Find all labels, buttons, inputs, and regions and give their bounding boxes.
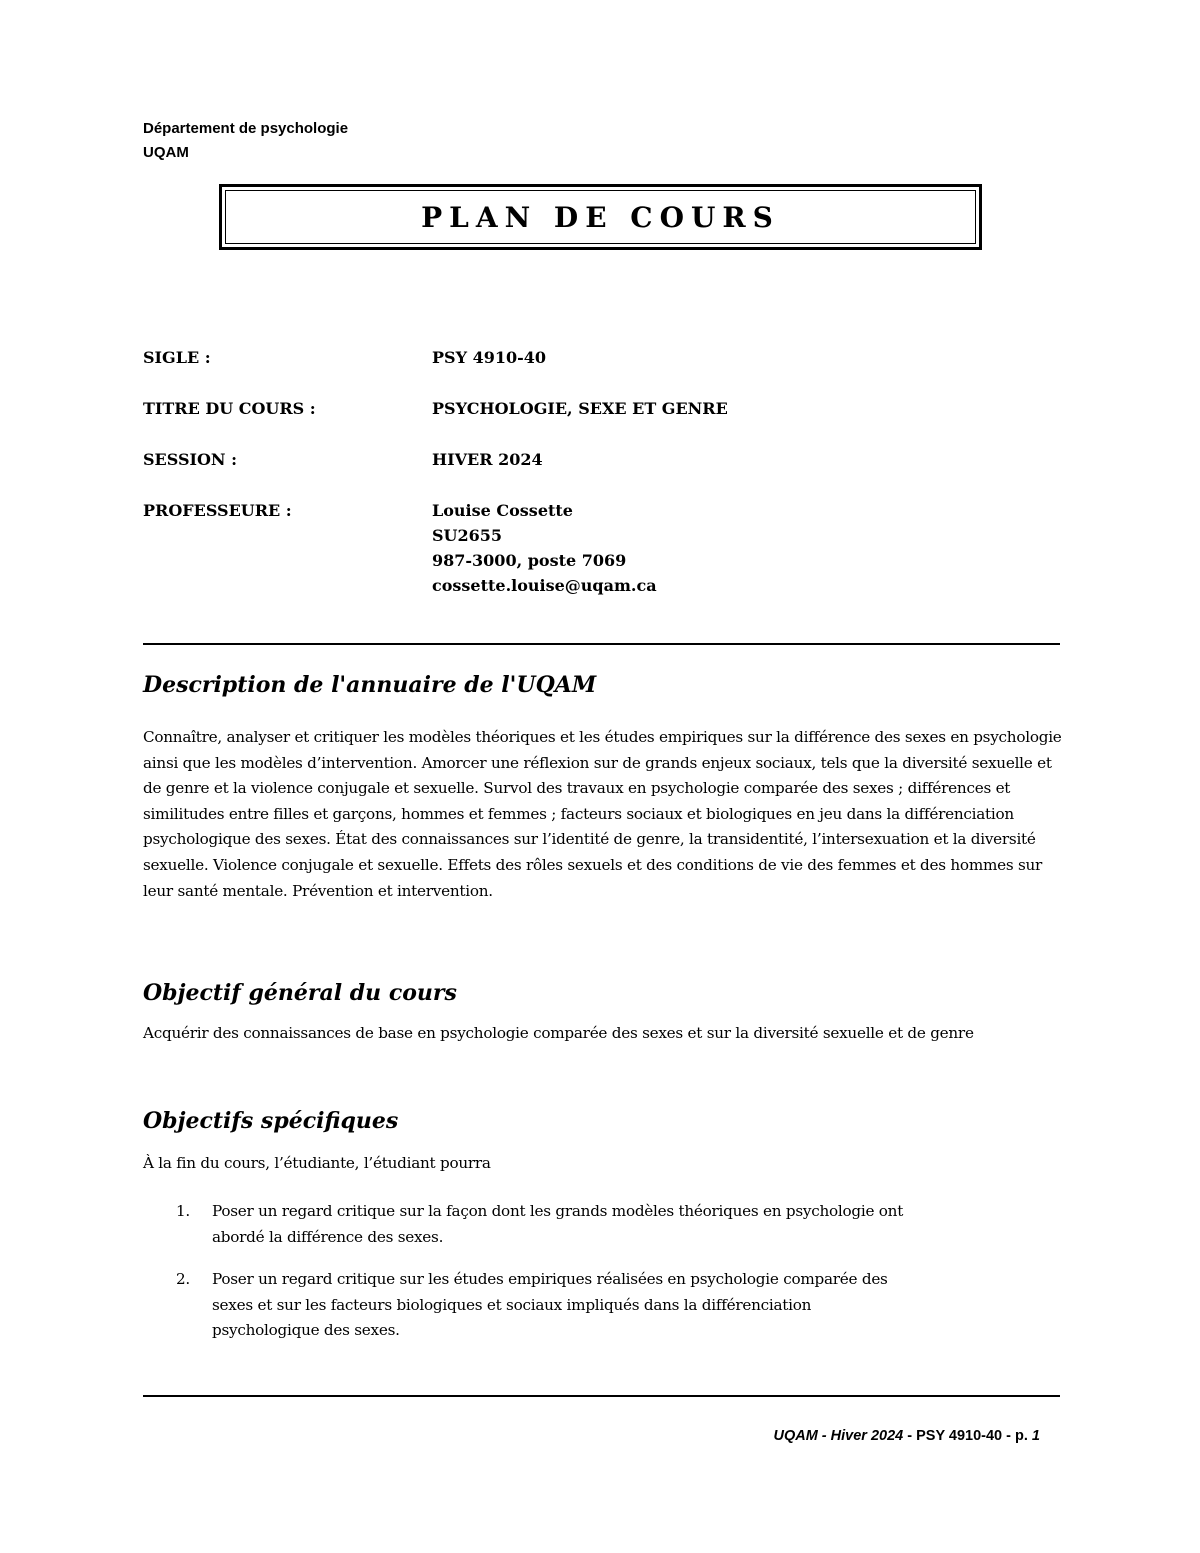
list-item (176, 1199, 916, 1250)
description-text: Connaître, analyser et critiquer les modèles théoriques et les études empiriques sur la différence des sexes en psychologie ainsi que les modèles d’intervention. Amorcer une réflexion sur de grands enjeux sociaux, tels que la diversité sexuelle et de genre et la violence conjugale et sexuelle. Survol des travaux en psychologie comparée des sexes ; différences et similitudes entre filles et garçons, hommes et femmes ; facteurs sociaux et biologiques en jeu dans la différenciation psychologique des sexes. État des connaissances sur l’identité de genre, la transidentité, l’intersexuation et la diversité sexuelle. Violence conjugale et sexuelle. Effets des rôles sexuels et des conditions de vie des femmes et des hommes sur leur santé mentale. Prévention et intervention. (143, 728, 1062, 900)
footer-page-label: - p. (1002, 1428, 1032, 1444)
list-item-text: Poser un regard critique sur les études empiriques réalisées en psychologie comparée des sexes et sur les facteurs biologiques et sociaux impliqués dans la différenciation psychologique des sexes. (212, 1270, 888, 1340)
top-divider (143, 643, 1060, 645)
department-name: Département de psychologie (143, 120, 349, 137)
title-box (219, 184, 982, 250)
professeure-name: Louise Cossette (432, 501, 573, 520)
footer-separator: - (903, 1428, 917, 1444)
professeure-label: PROFESSEURE : (143, 501, 292, 520)
session-label: SESSION : (143, 450, 238, 469)
professeure-phone: 987-3000, poste 7069 (432, 551, 627, 570)
list-item-text: Poser un regard critique sur la façon dont les grands modèles théoriques en psychologie ont abordé la différence des sexes. (212, 1202, 904, 1246)
titre-value: PSYCHOLOGIE, SEXE ET GENRE (432, 399, 728, 418)
header-block (143, 117, 348, 165)
list-item-number: 2. (176, 1270, 190, 1289)
session-value: HIVER 2024 (432, 450, 543, 469)
sigle-label: SIGLE : (143, 348, 211, 367)
footer-page-number: 1 (1031, 1428, 1040, 1444)
titre-label: TITRE DU COURS : (143, 399, 316, 418)
objectif-general-text: Acquérir des connaissances de base en psychologie comparée des sexes et sur la diversité sexuelle et de genre (143, 1024, 974, 1042)
professeure-email: cossette.louise@uqam.ca (432, 576, 657, 595)
sigle-value: PSY 4910-40 (432, 348, 547, 367)
title-inner-frame (225, 190, 976, 244)
page-footer (773, 1428, 1040, 1444)
professeure-office: SU2655 (432, 526, 503, 545)
list-item-number: 1. (176, 1202, 190, 1220)
objectifs-specifiques-intro: À la fin du cours, l’étudiante, l’étudiant pourra (143, 1154, 491, 1172)
page-title: PLAN DE COURS (421, 200, 780, 234)
list-item (176, 1267, 916, 1344)
objectifs-specifiques-heading: Objectifs spécifiques (143, 1108, 399, 1134)
objectif-general-heading: Objectif général du cours (143, 980, 457, 1006)
footer-institution-session: UQAM - Hiver 2024 (773, 1428, 904, 1444)
description-heading: Description de l'annuaire de l'UQAM (143, 672, 597, 698)
footer-course: PSY 4910-40 (916, 1428, 1003, 1444)
objectives-list (176, 1199, 916, 1361)
bottom-divider (143, 1395, 1060, 1397)
university-name: UQAM (143, 144, 189, 161)
